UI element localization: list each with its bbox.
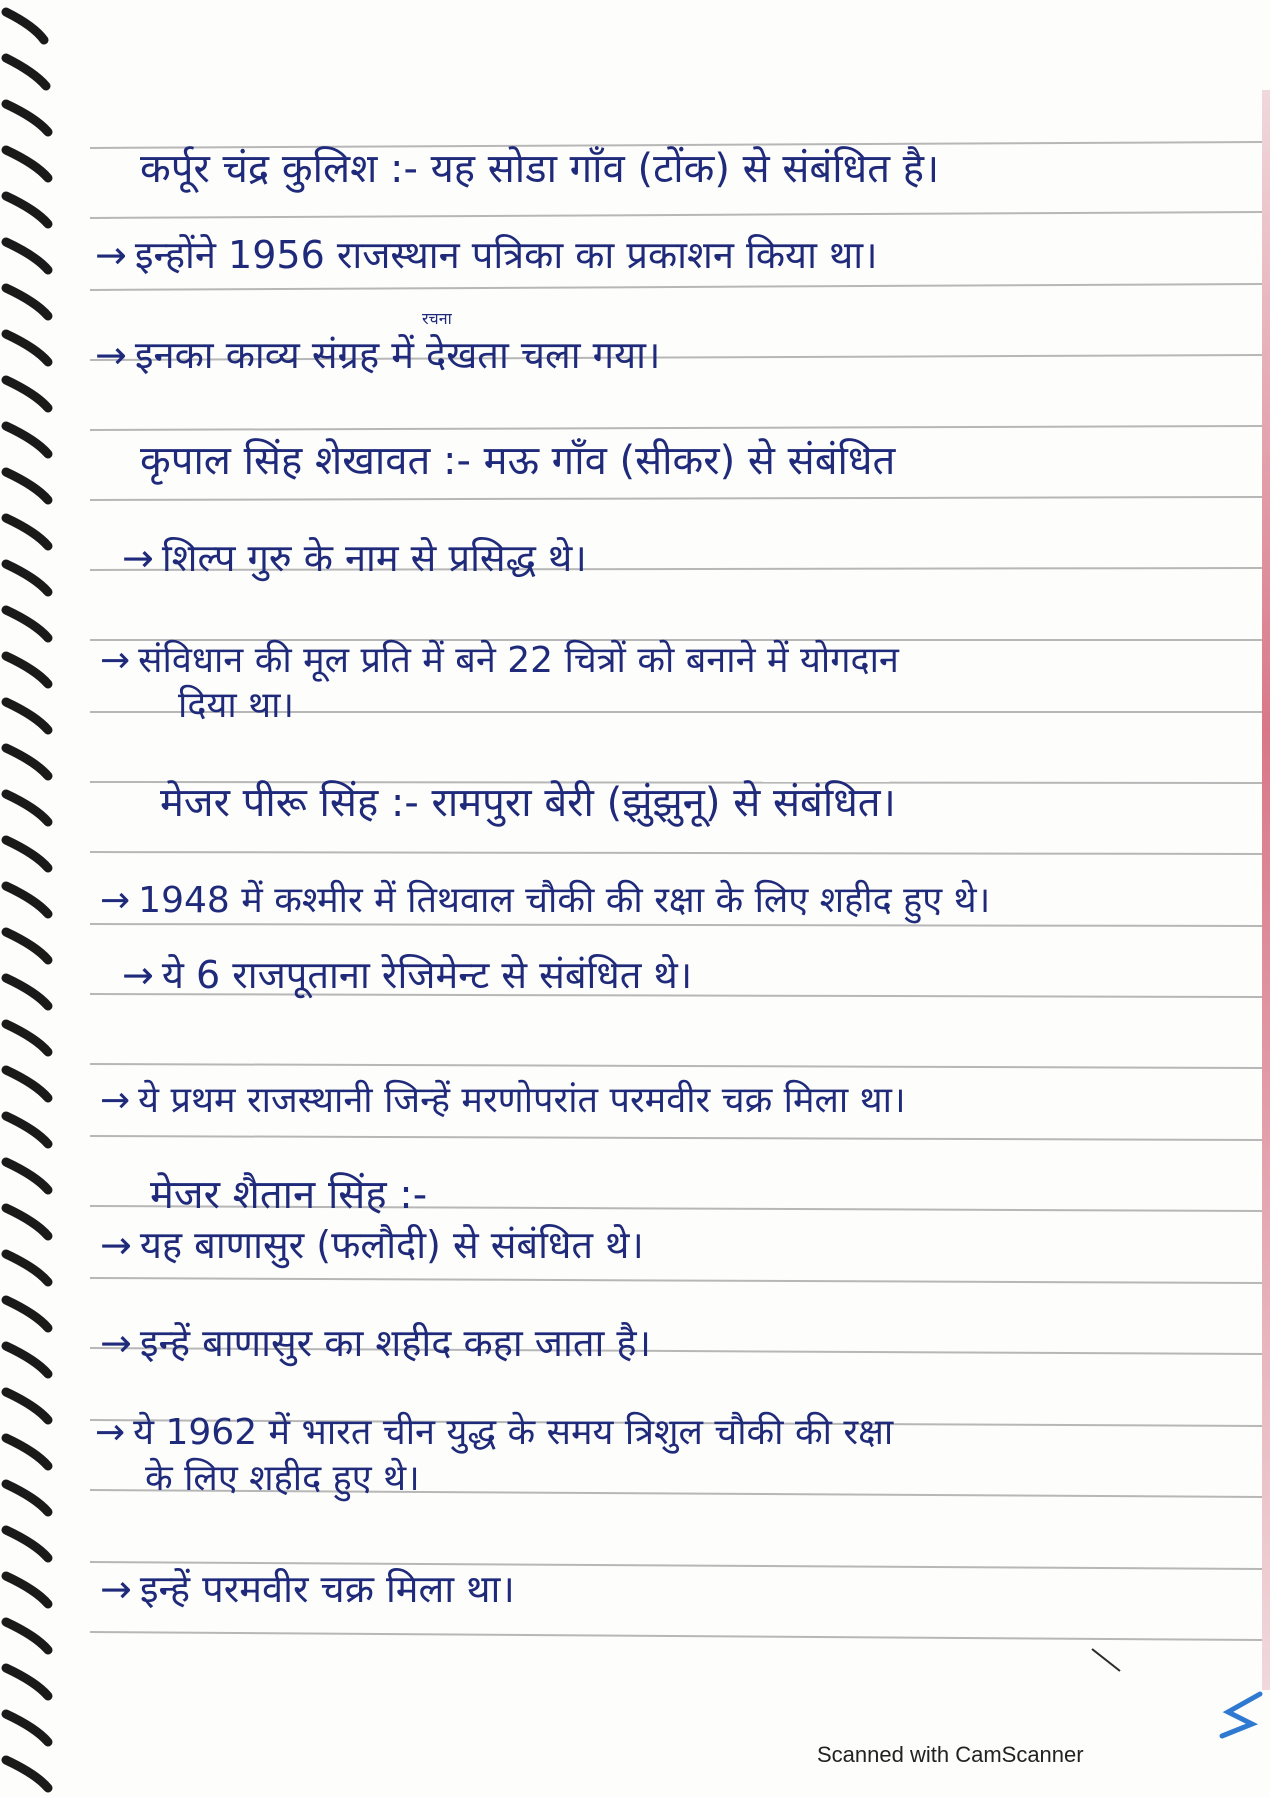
arrow-icon: → [122,536,154,580]
arrow-icon: → [100,1321,132,1365]
list-item: → इनका काव्य संग्रह में देखता चला गया। [95,333,661,377]
list-item: → संविधान की मूल प्रति में बने 22 चित्रों को बनाने में योगदान [100,640,899,681]
list-item: → ये 6 राजपूताना रेजिमेन्ट से संबंधित थे। [122,953,693,997]
list-item: → 1948 में कश्मीर में तिथवाल चौकी की रक्षा के लिए शहीद हुए थे। [100,880,991,921]
arrow-icon: → [100,1080,131,1121]
list-item: → ये प्रथम राजस्थानी जिन्हें मरणोपरांत परमवीर चक्र मिला था। [100,1080,906,1121]
section-heading: कर्पूर चंद्र कुलिश :- यह सोडा गाँव (टोंक) से संबंधित है। [140,146,940,192]
ink-mark [1090,1645,1130,1675]
list-item-continuation: के लिए शहीद हुए थे। [145,1458,420,1499]
list-item: → इन्हें परमवीर चक्र मिला था। [100,1567,515,1611]
section-heading: कृपाल सिंह शेखावत :- मऊ गाँव (सीकर) से संबंधित [140,438,896,484]
arrow-icon: → [100,1567,132,1611]
camscanner-logo-icon [1216,1690,1266,1740]
section-heading: मेजर पीरू सिंह :- रामपुरा बेरी (झुंझुनू) से संबंधित। [160,780,896,826]
list-item-continuation: दिया था। [178,685,295,726]
scanner-watermark: Scanned with CamScanner [817,1742,1084,1767]
arrow-icon: → [95,1412,126,1453]
arrow-icon: → [95,333,127,377]
arrow-icon: → [100,640,131,681]
margin-annotation: रचना [422,309,452,328]
list-item: → यह बाणासुर (फलौदी) से संबंधित थे। [100,1223,644,1267]
list-item: → शिल्प गुरु के नाम से प्रसिद्ध थे। [122,536,587,580]
spiral-binding [0,0,70,1797]
arrow-icon: → [122,953,154,997]
list-item: → इन्होंने 1956 राजस्थान पत्रिका का प्रकाशन किया था। [95,233,878,277]
section-heading: मेजर शैतान सिंह :- [150,1172,428,1218]
list-item: → इन्हें बाणासुर का शहीद कहा जाता है। [100,1321,651,1365]
arrow-icon: → [100,1223,132,1267]
page-margin-edge [1262,90,1270,1690]
arrow-icon: → [95,233,127,277]
arrow-icon: → [100,880,131,921]
list-item: → ये 1962 में भारत चीन युद्ध के समय त्रिशुल चौकी की रक्षा [95,1412,894,1453]
